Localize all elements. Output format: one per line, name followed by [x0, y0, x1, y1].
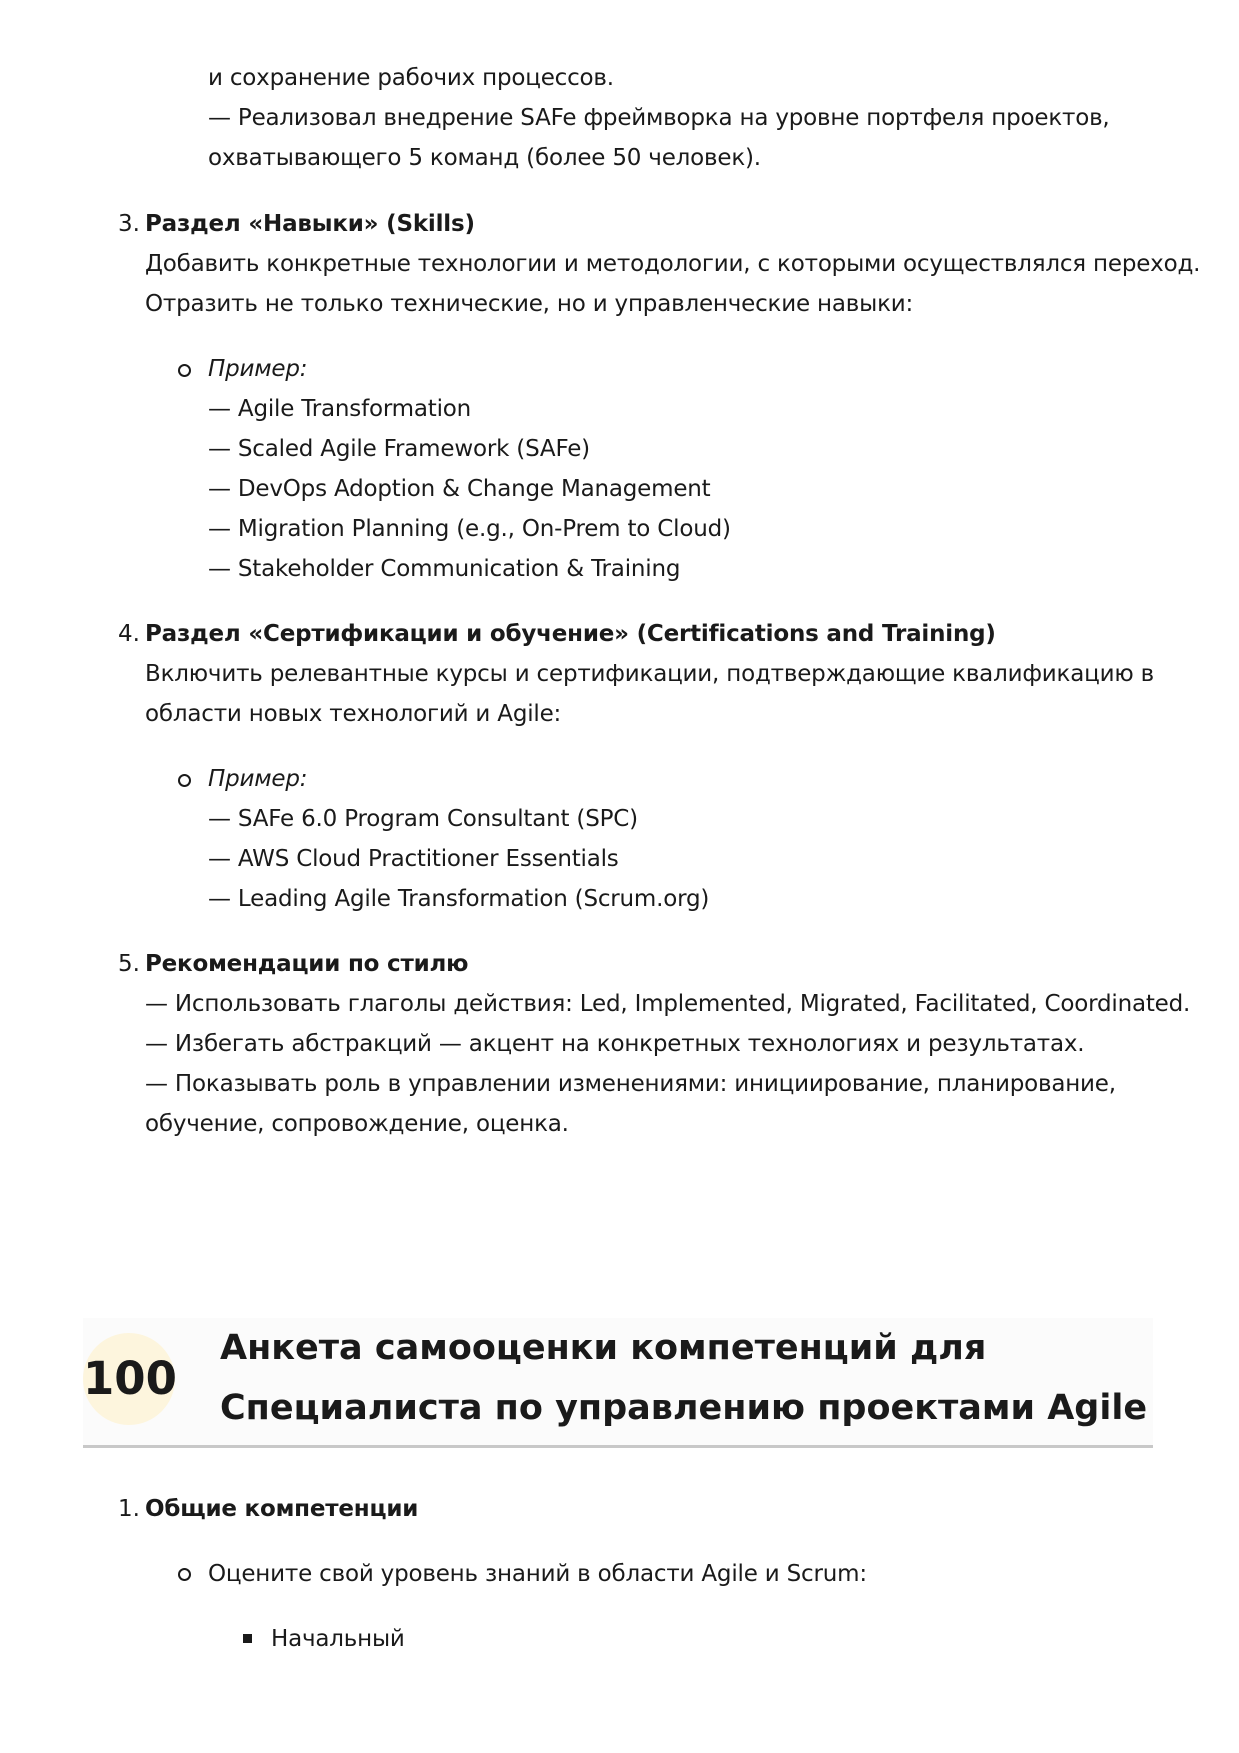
section-text: Включить релевантные курсы и сертификации, подтверждающие квалификацию в — [145, 661, 1154, 687]
list-number: 3. — [118, 211, 140, 237]
chapter-title: Анкета самооценки компетенций для — [220, 1328, 987, 1368]
section-text: обучение, сопровождение, оценка. — [145, 1111, 569, 1137]
section-title-skills: Раздел «Навыки» (Skills) — [145, 211, 475, 237]
questionnaire-section-title: Общие компетенции — [145, 1496, 419, 1522]
section-title-certifications: Раздел «Сертификации и обучение» (Certifications and Training) — [145, 621, 996, 647]
section-text: — Избегать абстракций — акцент на конкретных технологиях и результатах. — [145, 1031, 1085, 1057]
list-number: 4. — [118, 621, 140, 647]
circle-bullet-icon — [178, 774, 191, 787]
answer-option: Начальный — [271, 1626, 405, 1652]
chapter-number-badge: 100 — [83, 1333, 175, 1425]
list-item: — Stakeholder Communication & Training — [208, 556, 681, 582]
circle-bullet-icon — [178, 364, 191, 377]
list-number: 5. — [118, 951, 140, 977]
section-text: — Использовать глаголы действия: Led, Implemented, Migrated, Facilitated, Coordinated. — [145, 991, 1191, 1017]
section-text: — Показывать роль в управлении изменениями: инициирование, планирование, — [145, 1071, 1116, 1097]
square-bullet-icon — [243, 1634, 252, 1643]
example-label: Пример: — [208, 356, 308, 382]
list-item: — DevOps Adoption & Change Management — [208, 476, 711, 502]
circle-bullet-icon — [178, 1568, 191, 1581]
section-title-style: Рекомендации по стилю — [145, 951, 469, 977]
list-item: — Agile Transformation — [208, 396, 472, 422]
section-text: Отразить не только технические, но и управленческие навыки: — [145, 291, 914, 317]
list-item: — Leading Agile Transformation (Scrum.org) — [208, 886, 710, 912]
text-line: — Реализовал внедрение SAFe фреймворка на уровне портфеля проектов, — [208, 105, 1110, 131]
question-text: Оцените свой уровень знаний в области Agile и Scrum: — [208, 1561, 867, 1587]
section-text: Добавить конкретные технологии и методологии, с которыми осуществлялся переход. — [145, 251, 1201, 277]
list-item: — SAFe 6.0 Program Consultant (SPC) — [208, 806, 638, 832]
list-item: — Migration Planning (e.g., On-Prem to Cloud) — [208, 516, 731, 542]
text-line: охватывающего 5 команд (более 50 человек). — [208, 145, 761, 171]
list-item: — AWS Cloud Practitioner Essentials — [208, 846, 619, 872]
text-line: и сохранение рабочих процессов. — [208, 65, 614, 91]
section-text: области новых технологий и Agile: — [145, 701, 562, 727]
example-label: Пример: — [208, 766, 308, 792]
list-number: 1. — [118, 1496, 140, 1522]
list-item: — Scaled Agile Framework (SAFe) — [208, 436, 590, 462]
chapter-title: Специалиста по управлению проектами Agile — [220, 1388, 1148, 1428]
